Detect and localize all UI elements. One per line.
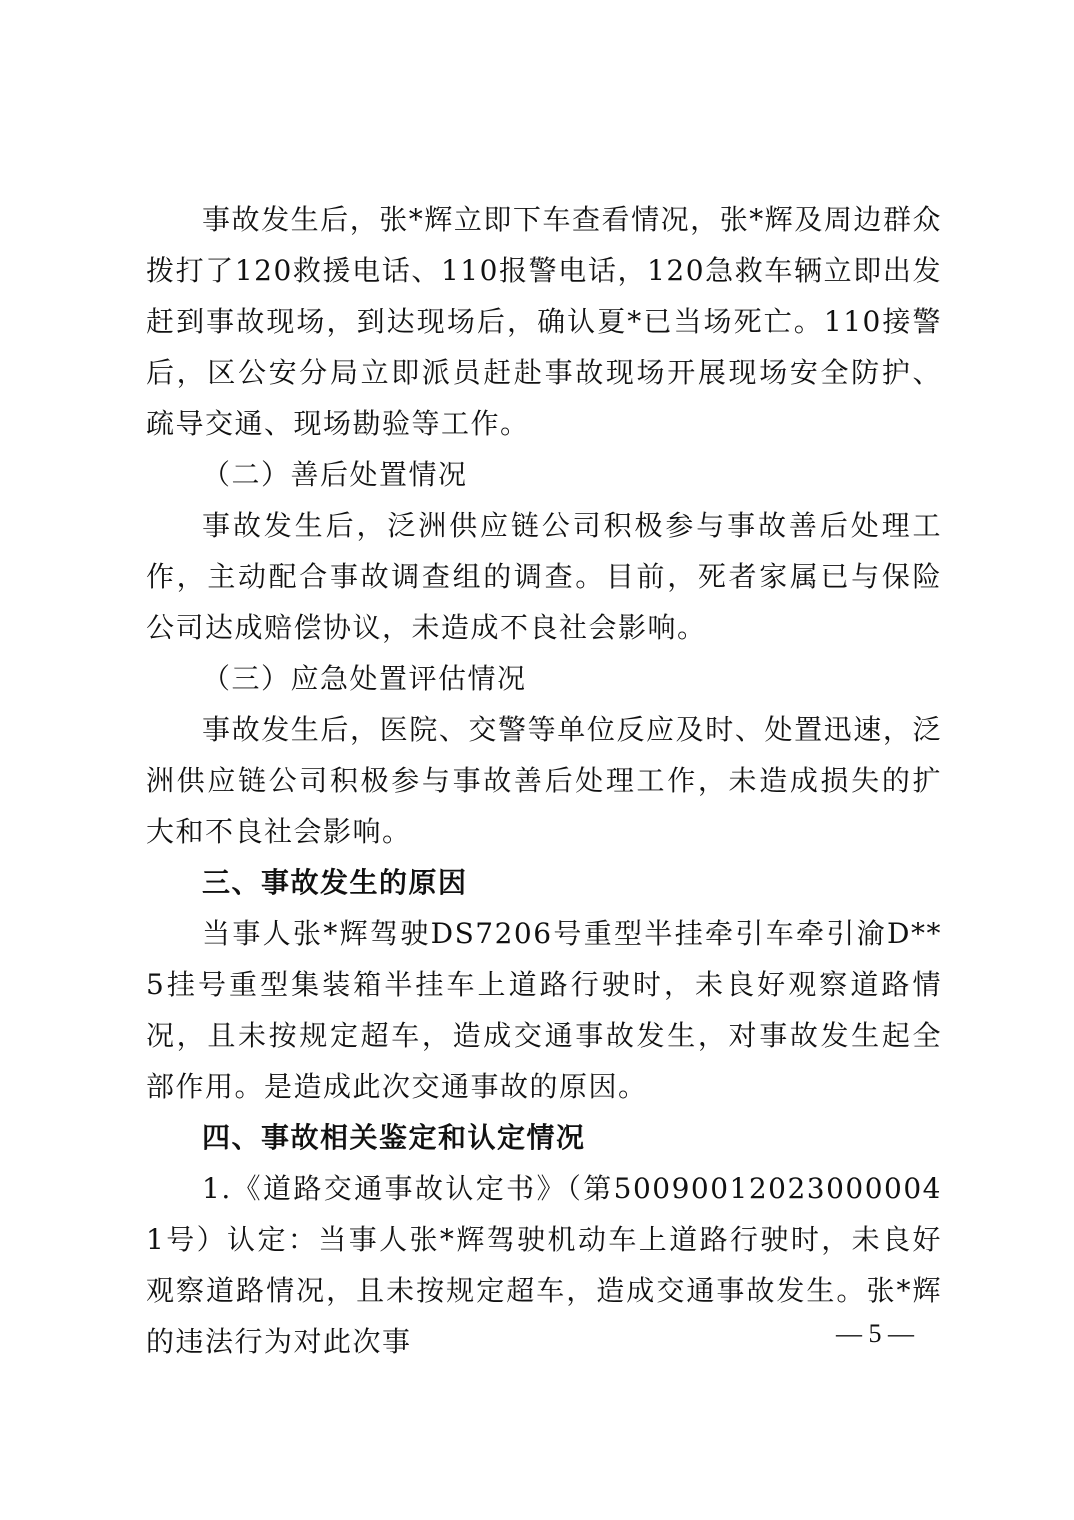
page-number: — 5 — <box>836 1319 914 1348</box>
paragraph-cause: 当事人张*辉驾驶DS7206号重型半挂牵引车牵引渝D**5挂号重型集装箱半挂车上道路行驶时，未良好观察道路情况，且未按规定超车，造成交通事故发生，对事故发生起全部作用。是造成此次交通事故的原因。 <box>146 917 942 1103</box>
subheading-aftermath: （二）善后处置情况 <box>202 458 468 491</box>
paragraph-appraisal: 1.《道路交通事故认定书》（第500900120230000041号）认定：当事人张*辉驾驶机动车上道路行驶时，未良好观察道路情况，且未按规定超车，造成交通事故发生。张*辉的违法行为对此次事 <box>146 1172 942 1358</box>
section-heading-appraisal: 四、事故相关鉴定和认定情况 <box>202 1121 586 1154</box>
paragraph-emergency-response: 事故发生后，张*辉立即下车查看情况，张*辉及周边群众拨打了120救援电话、110报警电话，120急救车辆立即出发赶到事故现场，到达现场后，确认夏*已当场死亡。110接警后，区公安分局立即派员赶赴事故现场开展现场安全防护、疏导交通、现场勘验等工作。 <box>146 203 942 440</box>
subheading-emergency-evaluation: （三）应急处置评估情况 <box>202 662 527 695</box>
document-body <box>146 194 942 1367</box>
section-heading-cause: 三、事故发生的原因 <box>202 866 468 899</box>
paragraph-aftermath: 事故发生后，泛洲供应链公司积极参与事故善后处理工作，主动配合事故调查组的调查。目前，死者家属已与保险公司达成赔偿协议，未造成不良社会影响。 <box>146 509 942 644</box>
paragraph-emergency-evaluation: 事故发生后，医院、交警等单位反应及时、处置迅速，泛洲供应链公司积极参与事故善后处理工作，未造成损失的扩大和不良社会影响。 <box>146 713 942 848</box>
